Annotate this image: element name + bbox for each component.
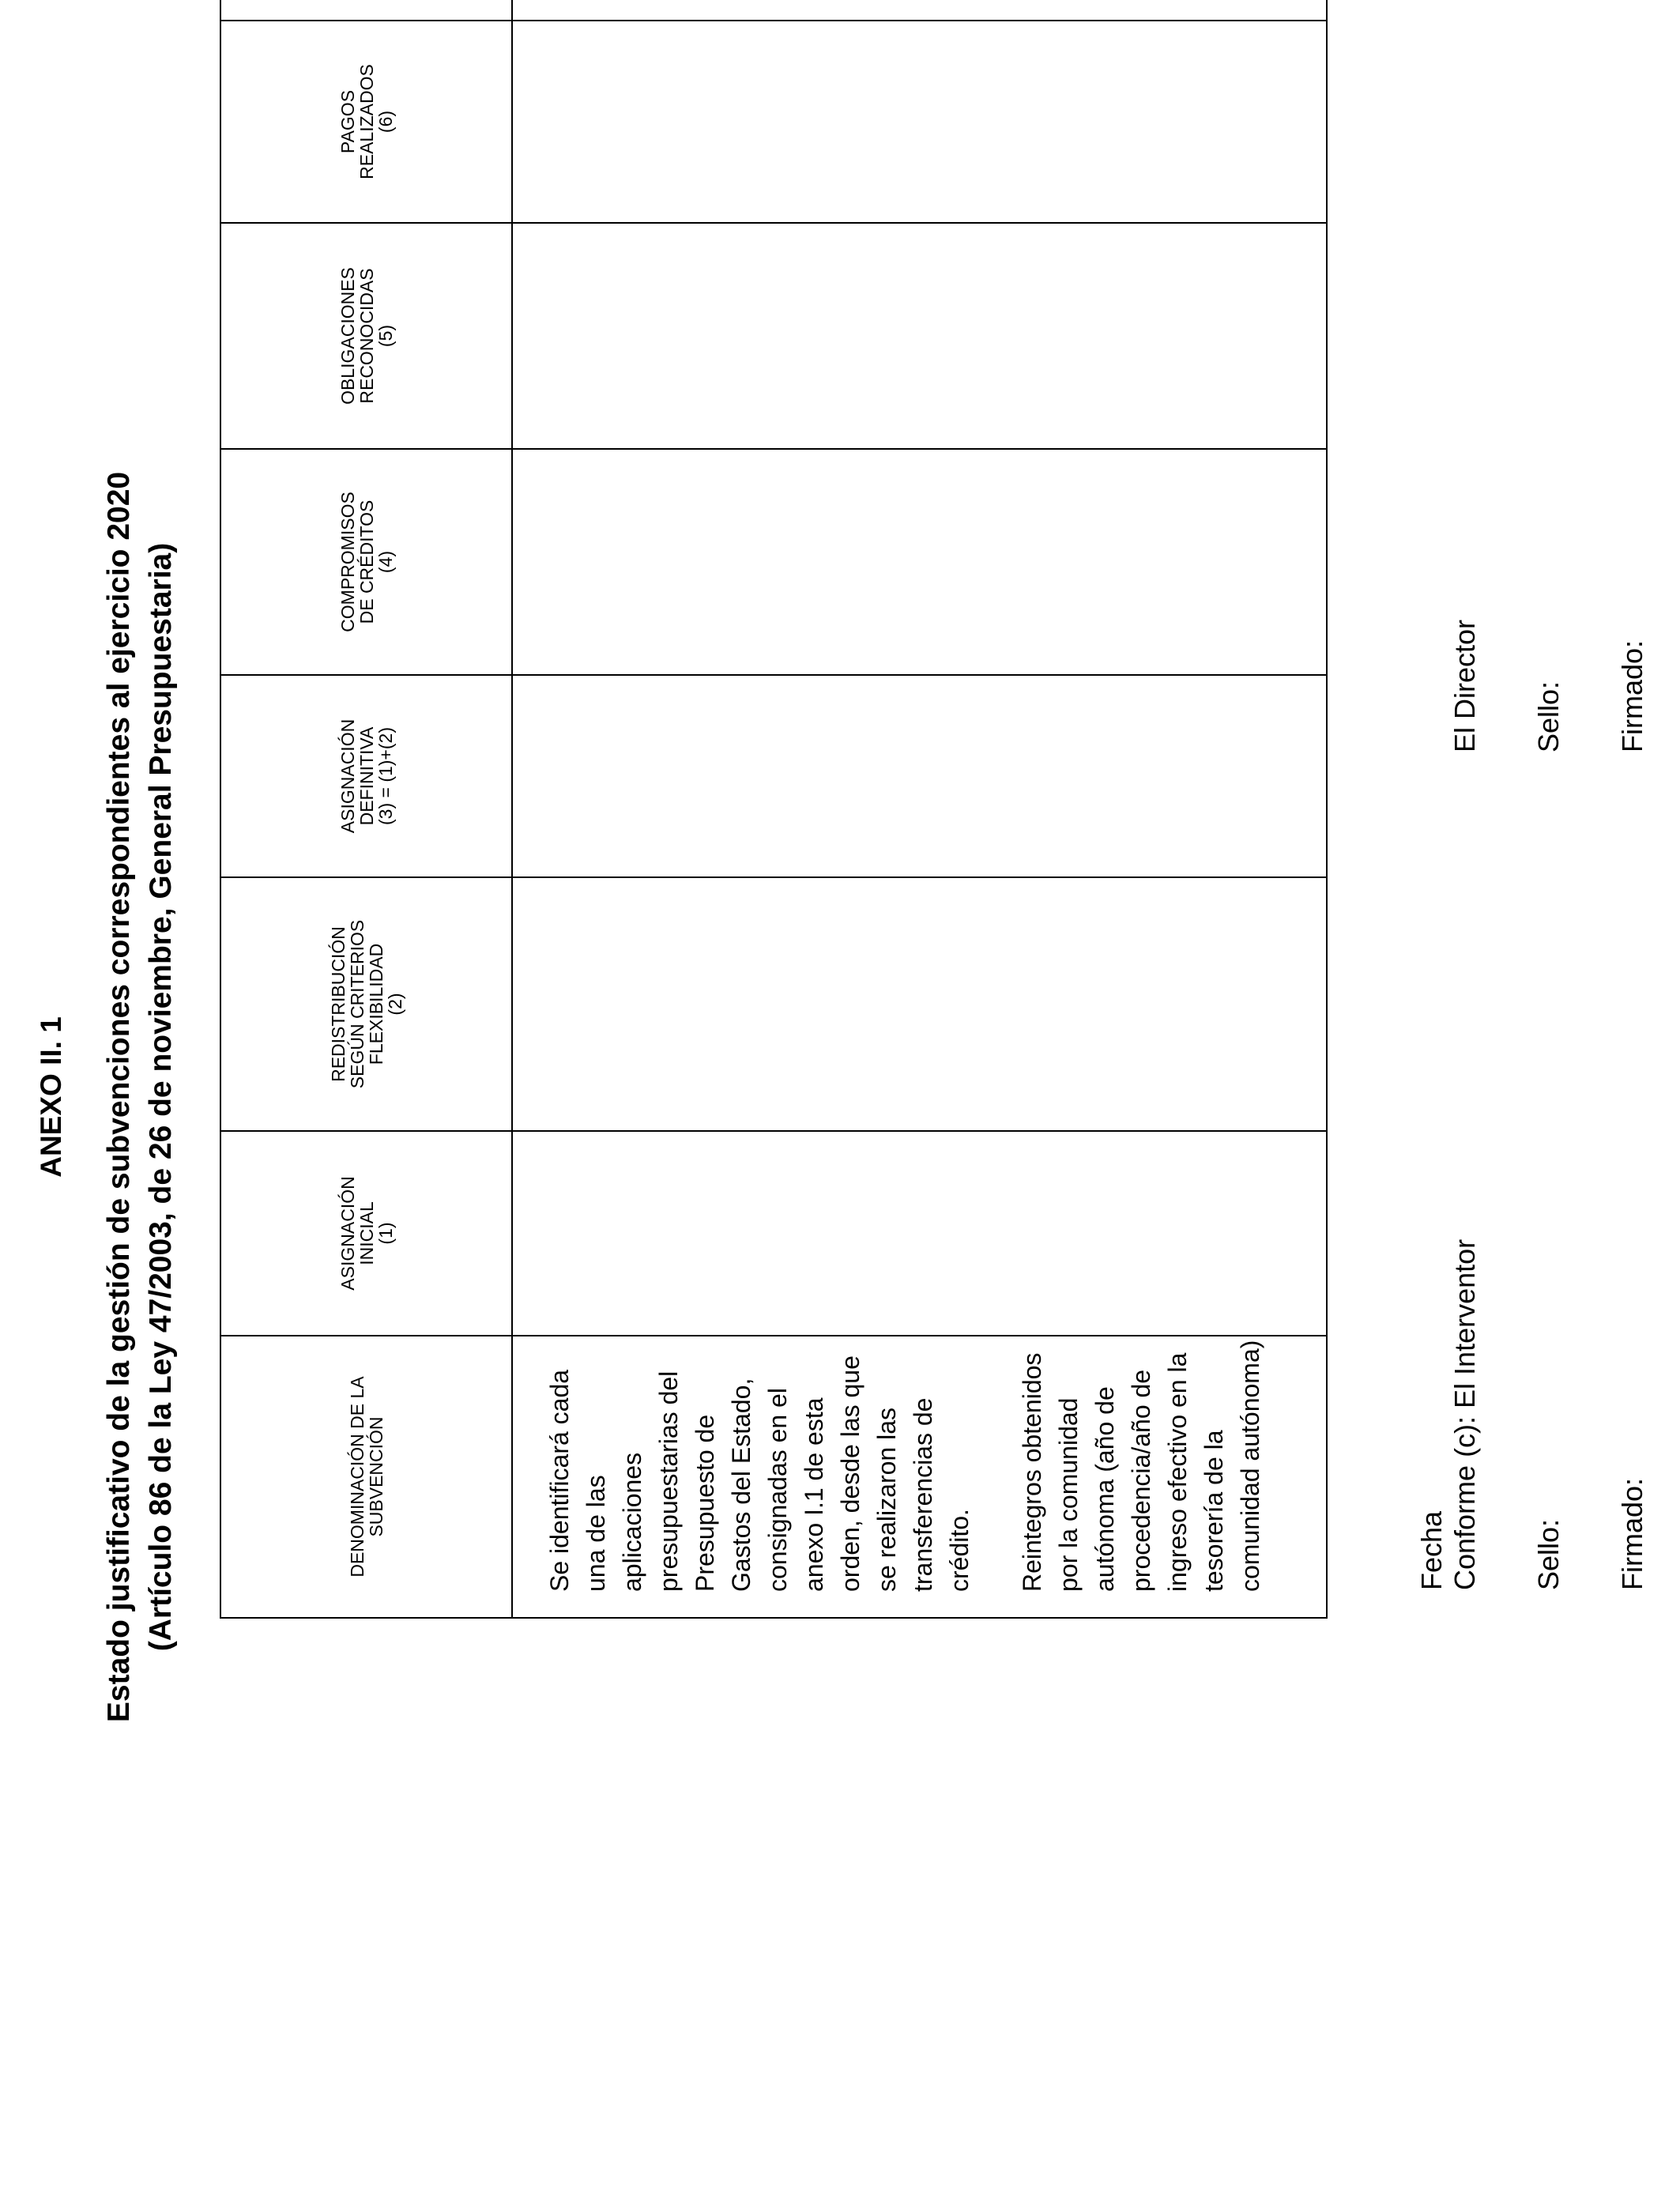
cell-obligaciones[interactable] [512,223,1327,449]
subsidies-table [220,0,1328,1619]
col-header-asignacion-definitiva: ASIGNACIÓN DEFINITIVA (3) = (1)+(2) [220,675,512,877]
col-header-pagos: PAGOS REALIZADOS (6) [220,21,512,223]
cell-compromisos[interactable] [512,449,1327,675]
interventor-label: Conforme (c): El Interventor [1448,1238,1481,1590]
cell-remanentes[interactable] [512,0,1327,21]
col-header-denominacion: DENOMINACIÓN DE LA SUBVENCIÓN [220,1336,512,1618]
description-paragraph-2: Reintegros obtenidos por la comunidad autónoma (año de procedencia/año de ingreso efectivo en la tesorería de la comunidad autónoma) [1018,1340,1264,1592]
cell-asignacion-inicial[interactable] [512,1131,1327,1336]
col-header-asignacion-inicial: ASIGNACIÓN INICIAL (1) [220,1131,512,1336]
director-label: El Director [1448,619,1481,752]
sello-left-label: Sello: [1532,1518,1565,1590]
cell-redistribucion[interactable] [512,877,1327,1131]
annex-title: ANEXO II. 1 [35,1016,67,1178]
fecha-label: Fecha [1415,1510,1448,1590]
col-header-obligaciones: OBLIGACIONES RECONOCIDAS (5) [220,223,512,449]
title-line-2: (Artículo 86 de la Ley 47/2003, de 26 de noviembre, General Presupuestaria) [144,542,178,1652]
sello-right-label: Sello: [1532,680,1565,752]
description-cell [512,1336,1327,1618]
cell-asignacion-definitiva[interactable] [512,675,1327,877]
col-header-redistribucion: REDISTRIBUCIÓN SEGÚN CRITERIOS FLEXIBILIDAD (2) [220,877,512,1131]
firmado-right-label: Firmado: [1616,639,1648,752]
firmado-left-label: Firmado: [1616,1477,1648,1590]
table-row [512,0,1327,1618]
table-header-row [220,0,512,1618]
document-title [98,0,182,2194]
col-header-remanentes [220,0,512,21]
description-paragraph-1: Se identificará cada una de las aplicaciones presupuestarias del Presupuesto de Gastos del Estado, consignadas en el anexo I.1 de esta orden, desde las que se realizaron las transferencias de crédito. [545,1355,974,1592]
col-header-compromisos: COMPROMISOS DE CRÉDITOS (4) [220,449,512,675]
title-line-1: Estado justificativo de la gestión de subvenciones correspondientes al ejercicio 2020 [102,471,136,1723]
cell-pagos[interactable] [512,21,1327,223]
